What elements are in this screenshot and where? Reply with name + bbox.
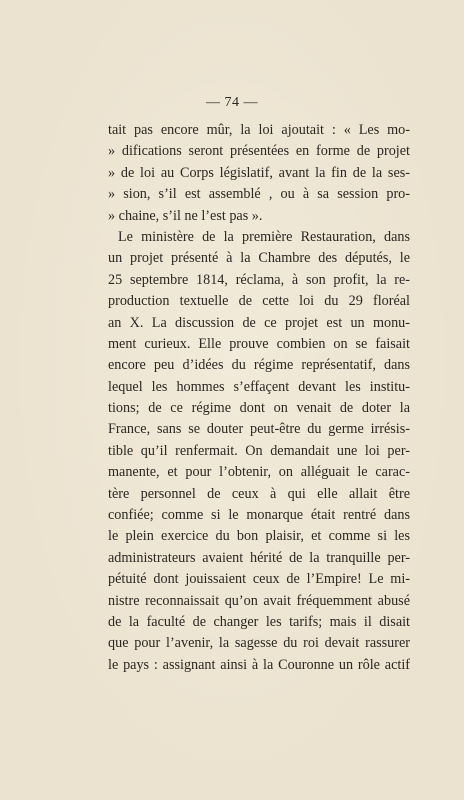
text-line: encore peu d’idées du régime représentatif, dans (108, 357, 410, 374)
text-line: production textuelle de cette loi du 29 floréal (108, 293, 410, 310)
text-line: de la faculté de changer les tarifs; mais il disait (108, 613, 410, 630)
text-line: » sion, s’il est assemblé , ou à sa session pro- (108, 186, 410, 203)
text-line: le pays : assignant ainsi à la Couronne un rôle actif (108, 656, 410, 673)
text-line: un projet présenté à la Chambre des députés, le (108, 250, 410, 267)
body-text (108, 120, 410, 676)
text-line: tions; de ce régime dont on venait de doter la (108, 400, 410, 417)
text-line: an X. La discussion de ce projet est un monu- (108, 314, 410, 331)
text-line: administrateurs avaient hérité de la tranquille per- (108, 549, 410, 566)
text-line: tible qu’il renfermait. On demandait une loi per- (108, 442, 410, 459)
text-line: » de loi au Corps législatif, avant la fin de la ses- (108, 164, 410, 181)
paragraph-start-line: Le ministère de la première Restauration, dans (118, 228, 410, 245)
text-line: » difications seront présentées en forme de projet (108, 143, 410, 160)
text-line: confiée; comme si le monarque était rentré dans (108, 507, 410, 524)
text-line: tère personnel de ceux à qui elle allait être (108, 485, 410, 502)
text-line: lequel les hommes s’effaçent devant les institu- (108, 378, 410, 395)
text-line: nistre reconnaissait qu’on avait fréquemment abusé (108, 592, 410, 609)
text-line: tait pas encore mûr, la loi ajoutait : « Les mo- (108, 122, 410, 138)
text-line: » chaine, s’il ne l’est pas ». (108, 207, 263, 224)
page-number: — 74 — (206, 95, 258, 110)
text-line: le plein exercice du bon plaisir, et comme si les (108, 528, 410, 545)
text-line: pétuité dont jouissaient ceux de l’Empire! Le mi- (108, 571, 410, 588)
text-line: 25 septembre 1814, réclama, à son profit, la re- (108, 271, 410, 288)
text-line: ment curieux. Elle prouve combien on se faisait (108, 335, 410, 352)
text-line: manente, et pour l’obtenir, on alléguait le carac- (108, 464, 410, 481)
text-line: France, sans se douter peut-être du germe irrésis- (108, 421, 410, 438)
text-line: que pour l’avenir, la sagesse du roi devait rassurer (108, 635, 410, 652)
